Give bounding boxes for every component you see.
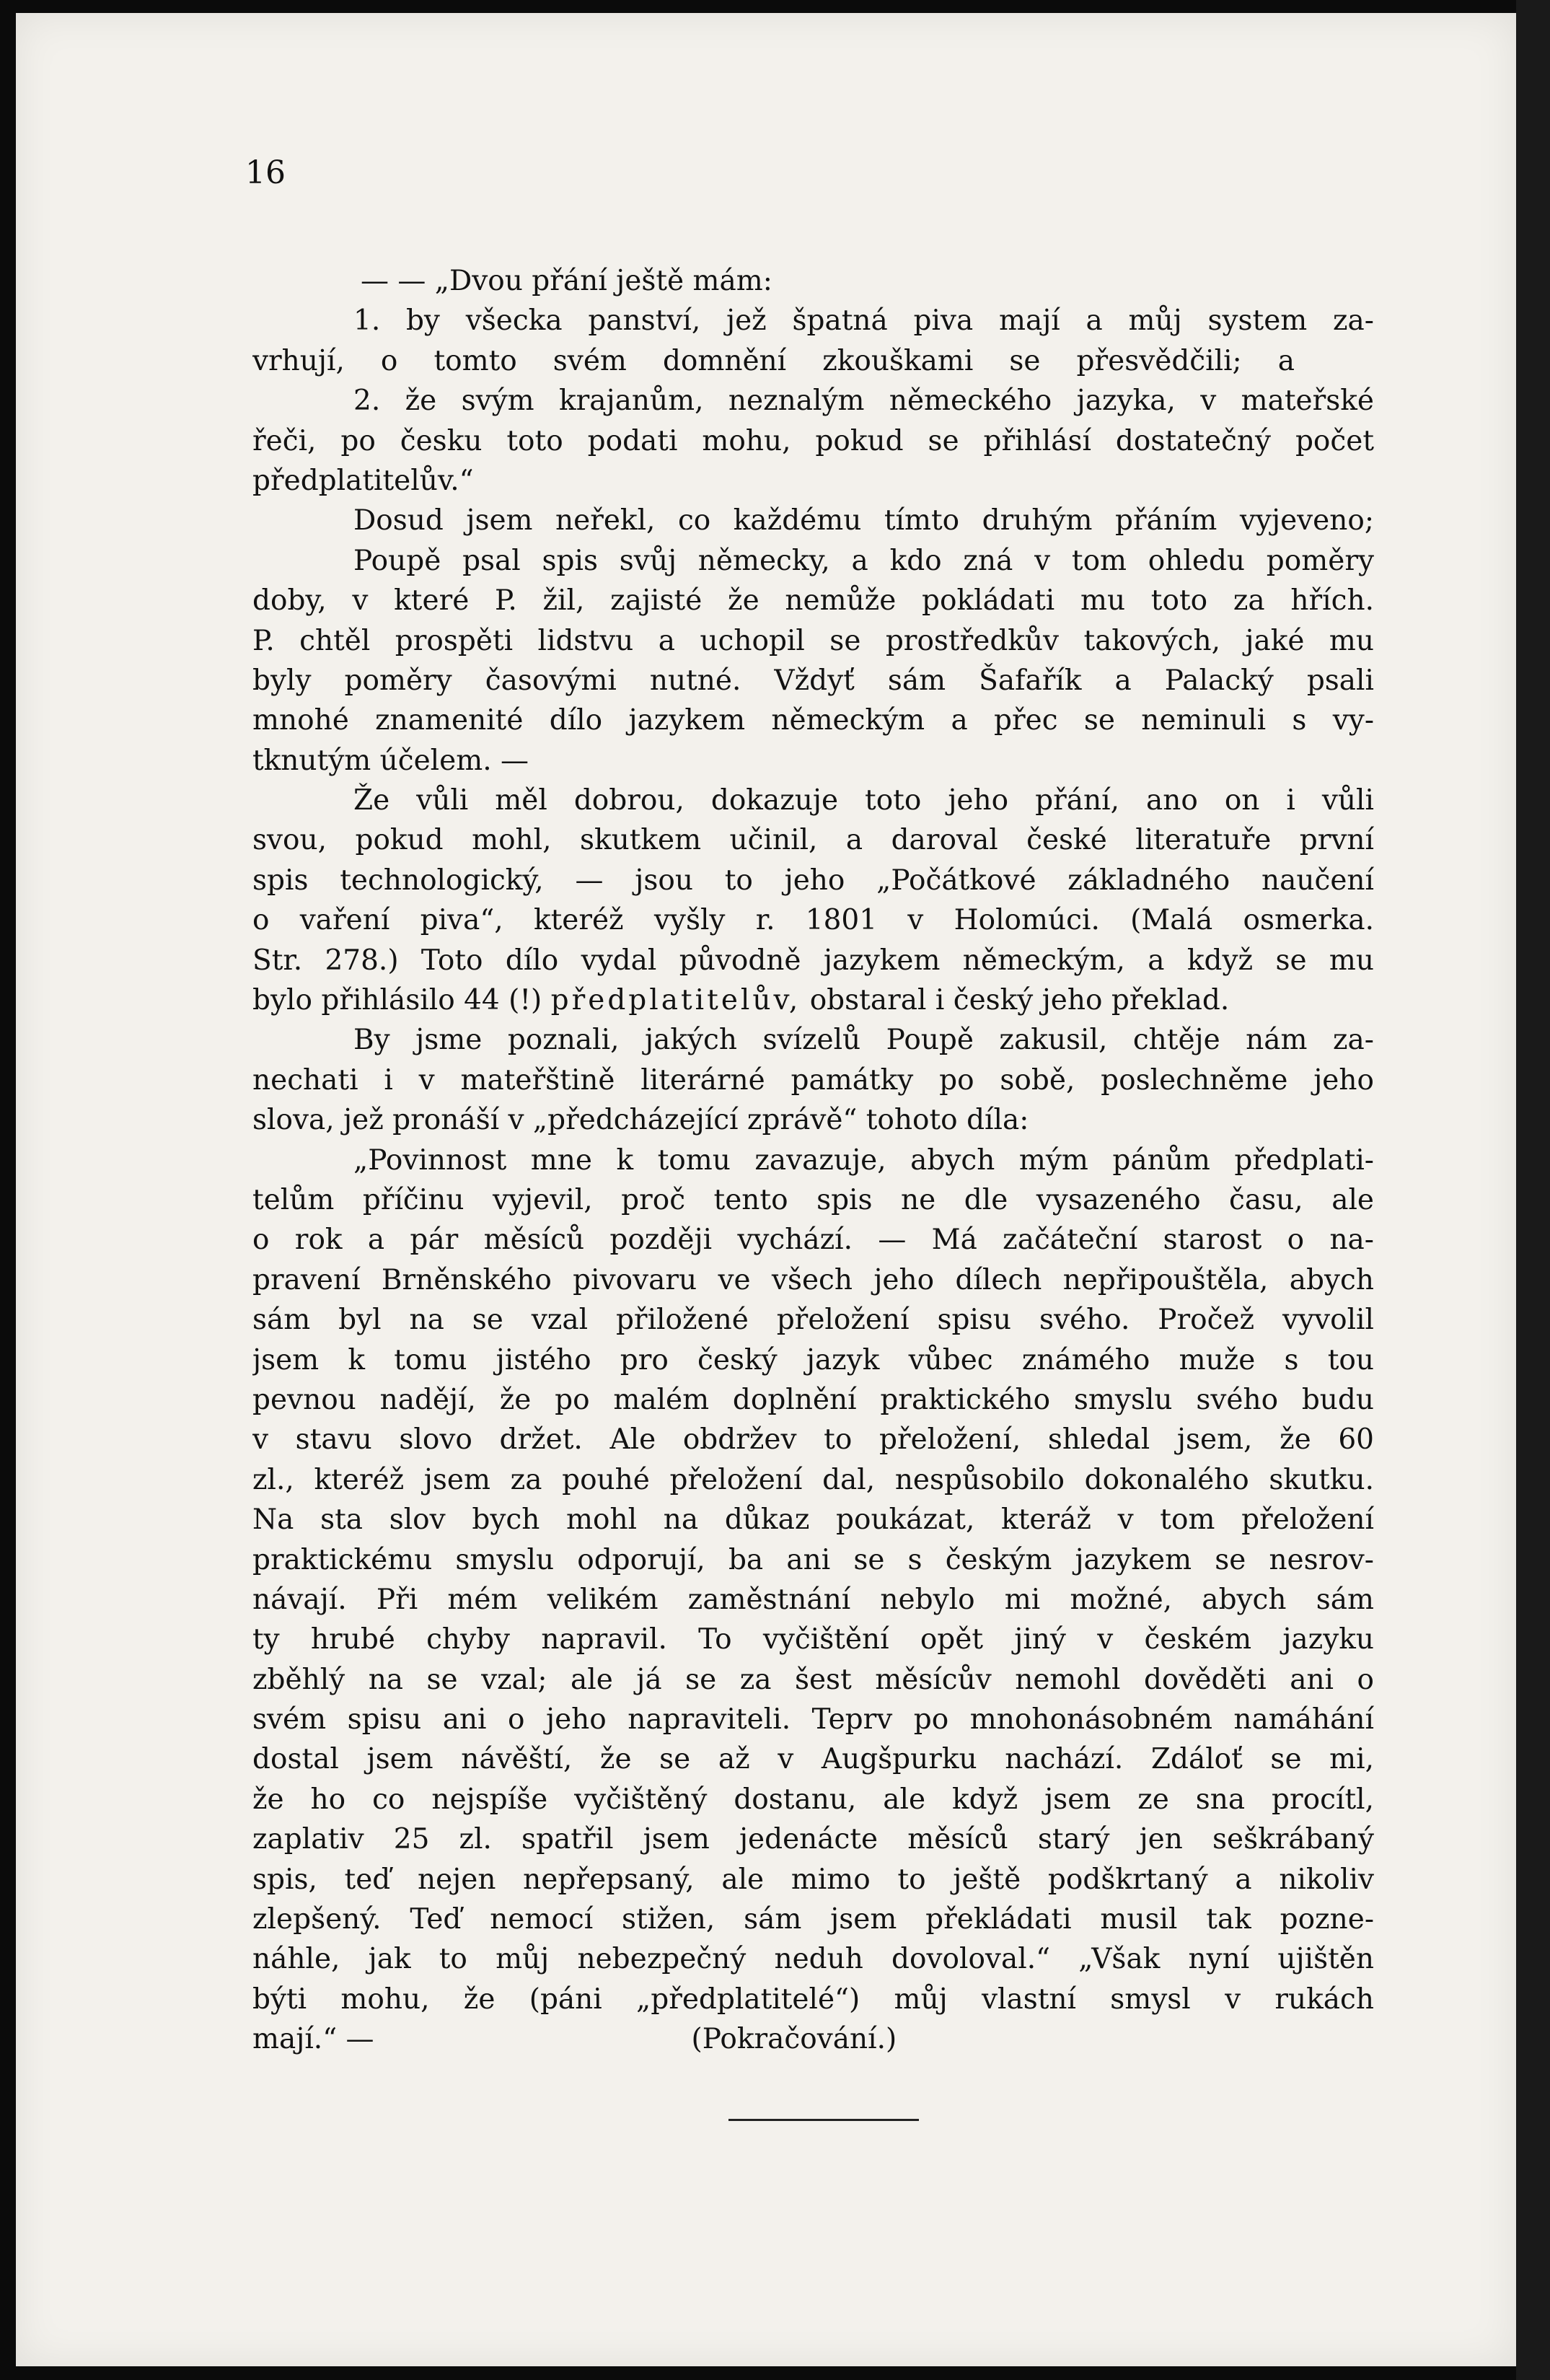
- text-line: svém spisu ani o jeho napraviteli. Teprv po mnohonásobném namáhání: [252, 1703, 1374, 1736]
- emphasized-word: předplatitelův,: [550, 984, 801, 1017]
- text-line: By jsme poznali, jakých svízelů Poupě zakusil, chtěje nám za-: [353, 1024, 1374, 1057]
- text-line: ty hrubé chyby napravil. To vyčištění opět jiný v českém jazyku: [252, 1623, 1374, 1656]
- text-line: svou, pokud mohl, skutkem učinil, a daroval české literatuře první: [252, 824, 1374, 857]
- text-line: telům příčinu vyjevil, proč tento spis ne dle vysazeného času, ale: [252, 1183, 1374, 1216]
- text-line: Na sta slov bych mohl na důkaz poukázat, kteráž v tom přeložení: [252, 1503, 1374, 1537]
- text-line: pravení Brněnského pivovaru ve všech jeho dílech nepřipouštěla, abych: [252, 1263, 1374, 1296]
- closing-rule: [728, 2119, 919, 2121]
- text-line: P. chtěl prospěti lidstvu a uchopil se prostředkův takových, jaké mu: [252, 624, 1374, 657]
- text-line: jsem k tomu jistého pro český jazyk vůbec známého muže s tou: [252, 1343, 1374, 1376]
- scan-right-edge: [1516, 0, 1550, 2380]
- text-line: 2. že svým krajanům, neznalým německého jazyka, v mateřské: [353, 385, 1374, 418]
- text-line: Poupě psal spis svůj německy, a kdo zná v tom ohledu poměry: [353, 544, 1374, 577]
- text-fragment: mají.“ —: [252, 2023, 374, 2056]
- text-line: sám byl na se vzal přiložené přeložení spisu svého. Pročež vyvolil: [252, 1304, 1374, 1337]
- text-line: předplatitelův.“: [252, 464, 474, 497]
- text-line: spis, teď nejen nepřepsaný, ale mimo to ještě podškrtaný a nikoliv: [252, 1863, 1374, 1896]
- text-line: že ho co nejspíše vyčištěný dostanu, ale když jsem ze sna procítl,: [252, 1783, 1374, 1816]
- text-line: o rok a pár měsíců později vychází. — Má začáteční starost o na-: [252, 1224, 1374, 1257]
- text-line: Že vůli měl dobrou, dokazuje toto jeho přání, ano on i vůli: [353, 784, 1374, 817]
- text-line: slova, jež pronáší v „předcházející zprávě“ tohoto díla:: [252, 1104, 1029, 1137]
- text-line: býti mohu, že (páni „předplatitelé“) můj vlastní smysl v rukách: [252, 1982, 1374, 2016]
- text-line: zběhlý na se vzal; ale já se za šest měsícův nemohl dověděti ani o: [252, 1663, 1374, 1696]
- text-line: — — „Dvou přání ještě mám:: [361, 265, 772, 297]
- text-line: nechati i v mateřštině literárné památky po sobě, poslechněme jeho: [252, 1063, 1374, 1097]
- text-line: [252, 2019, 1374, 2059]
- text-line: tknutým účelem. —: [252, 744, 529, 777]
- text-line: [252, 980, 1374, 1020]
- text-line: 1. by všecka panství, jež špatná piva mají a můj system za-: [353, 304, 1374, 338]
- text-line: zlepšený. Teď nemocí stižen, sám jsem překládati musil tak pozne-: [252, 1903, 1374, 1936]
- text-line: návají. Při mém velikém zaměstnání nebylo mi možné, abych sám: [252, 1583, 1374, 1616]
- text-line: o vaření piva“, kteréž vyšly r. 1801 v Holomúci. (Malá osmerka.: [252, 904, 1374, 937]
- text-line: zaplativ 25 zl. spatřil jsem jedenácte měsíců starý jen seškrábaný: [252, 1823, 1374, 1856]
- text-line: pevnou nadějí, že po malém doplnění praktického smyslu svého budu: [252, 1383, 1374, 1416]
- text-line: doby, v které P. žil, zajisté že nemůže pokládati mu toto za hřích.: [252, 584, 1374, 618]
- continuation-note: (Pokračování.): [691, 2023, 897, 2056]
- text-line: „Povinnost mne k tomu zavazuje, abych mým pánům předplati-: [353, 1143, 1374, 1177]
- text-line: Dosud jsem neřekl, co každému tímto druhým přáním vyjeveno;: [353, 504, 1374, 537]
- text-line: spis technologický, — jsou to jeho „Počátkové základného naučení: [252, 864, 1374, 897]
- text-line: v stavu slovo držet. Ale obdržev to přeložení, shledal jsem, že 60: [252, 1423, 1374, 1457]
- text-line: Str. 278.) Toto dílo vydal původně jazykem německým, a když se mu: [252, 944, 1374, 977]
- page-number: 16: [245, 154, 286, 191]
- text-line: řeči, po česku toto podati mohu, pokud se přihlásí dostatečný počet: [252, 424, 1374, 457]
- text-line: byly poměry časovými nutné. Vždyť sám Šafařík a Palacký psali: [252, 664, 1374, 697]
- text-line: mnohé znamenité dílo jazykem německým a přec se neminuli s vy-: [252, 704, 1374, 737]
- text-fragment: bylo přihlásilo 44 (!): [252, 984, 542, 1017]
- text-line: zl., kteréž jsem za pouhé přeložení dal, nespůsobilo dokonalého skutku.: [252, 1463, 1374, 1496]
- text-fragment: obstaral i český jeho překlad.: [809, 984, 1230, 1017]
- text-line: náhle, jak to můj nebezpečný neduh dovoloval.“ „Však nyní ujištěn: [252, 1943, 1374, 1976]
- text-line: praktickému smyslu odporují, ba ani se s českým jazykem se nesrov-: [252, 1543, 1374, 1576]
- body-text: [252, 261, 1374, 2060]
- text-line: dostal jsem návěští, že se až v Augšpurku nachází. Zdáloť se mi,: [252, 1743, 1374, 1776]
- text-line: vrhují, o tomto svém domnění zkouškami se přesvědčili; a: [252, 344, 1295, 377]
